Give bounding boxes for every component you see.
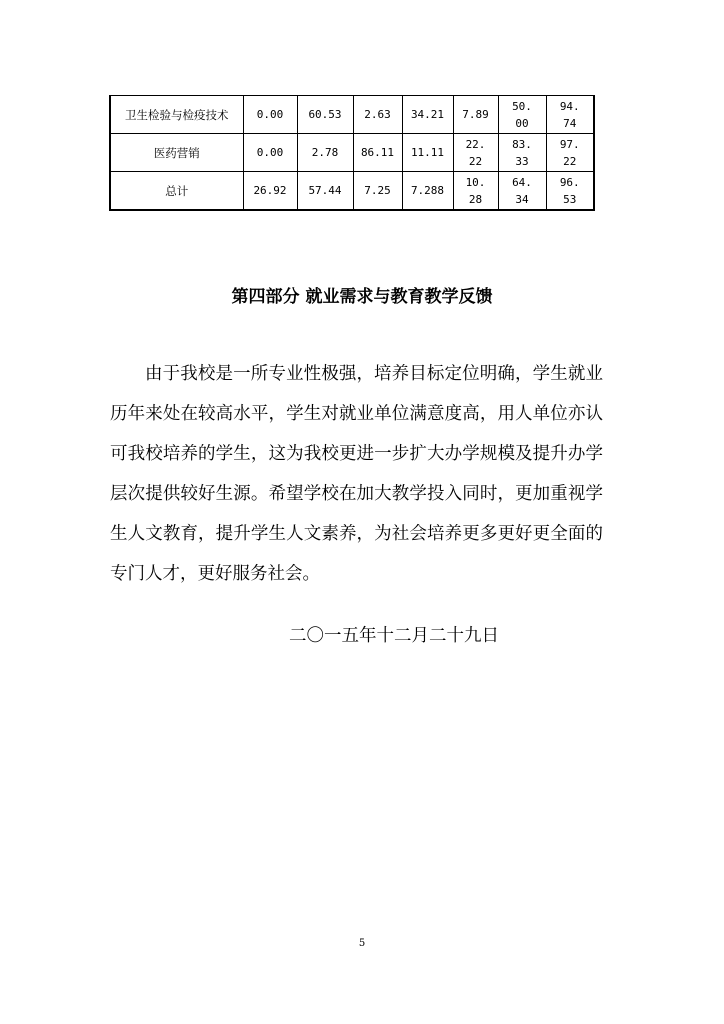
table-cell: [546, 96, 594, 134]
table-row: [110, 134, 594, 172]
table-cell: 0.00: [243, 96, 297, 134]
table-cell: 7.89: [453, 96, 498, 134]
row-label: 卫生检验与检疫技术: [110, 96, 243, 134]
row-label: 总计: [110, 172, 243, 211]
table-cell: [546, 172, 594, 211]
cell-value: 50.00: [512, 99, 532, 130]
table-cell: 60.53: [297, 96, 353, 134]
cell-value: 83.33: [512, 137, 532, 168]
table-row: [110, 172, 594, 211]
table-cell: 34.21: [402, 96, 453, 134]
table-cell: 11.11: [402, 134, 453, 172]
table-cell: [546, 134, 594, 172]
section-heading: 第四部分 就业需求与教育教学反馈: [231, 287, 493, 307]
table-cell: [498, 172, 546, 211]
table-cell: 0.00: [243, 134, 297, 172]
table-cell: [498, 134, 546, 172]
cell-value: 64.34: [512, 175, 532, 206]
document-date: 二〇一五年十二月二十九日: [289, 626, 499, 646]
table-cell: 2.63: [353, 96, 402, 134]
cell-value: 94.74: [559, 99, 580, 130]
cell-value: 10.28: [465, 175, 486, 206]
table-cell: 7.25: [353, 172, 402, 211]
table-cell: [453, 172, 498, 211]
table-cell: 2.78: [297, 134, 353, 172]
cell-value: 96.53: [559, 175, 580, 206]
table-row: [110, 96, 594, 134]
row-label: 医药营销: [110, 134, 243, 172]
table-cell: 57.44: [297, 172, 353, 211]
table-cell: [453, 134, 498, 172]
employment-table: [109, 95, 595, 211]
body-paragraph: 由于我校是一所专业性极强，培养目标定位明确，学生就业历年来处在较高水平，学生对就业单位满意度高，用人单位亦认可我校培养的学生，这为我校更进一步扩大办学规模及提升办学层次提供较好生源。希望学校在加大教学投入同时，更加重视学生人文教育，提升学生人文素养，为社会培养更多更好更全面的专门人才，更好服务社会。: [110, 364, 603, 584]
table-cell: 7.288: [402, 172, 453, 211]
page-number: 5: [358, 938, 366, 949]
table-cell: 26.92: [243, 172, 297, 211]
table-cell: [498, 96, 546, 134]
table-cell: 86.11: [353, 134, 402, 172]
cell-value: 97.22: [559, 137, 580, 168]
cell-value: 22.22: [465, 137, 486, 168]
